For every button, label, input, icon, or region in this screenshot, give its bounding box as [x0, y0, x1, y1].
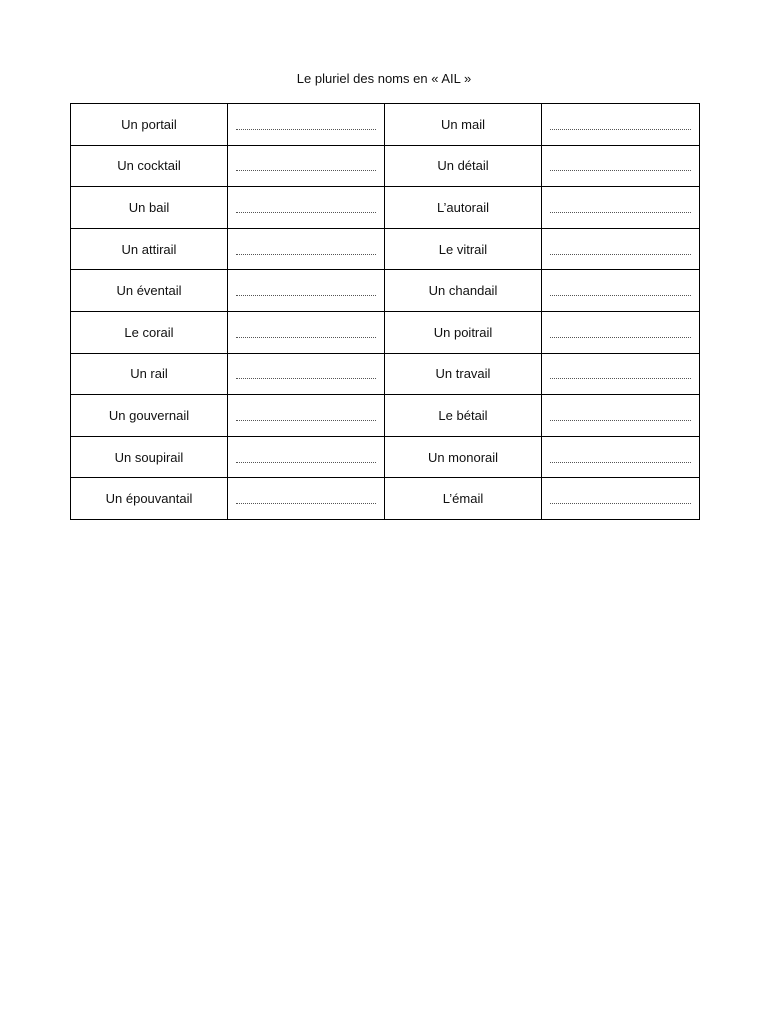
answer-cell[interactable]: [228, 270, 385, 312]
dotted-answer-line: [550, 295, 691, 296]
dotted-answer-line: [236, 420, 376, 421]
table-row: [71, 353, 700, 395]
answer-cell[interactable]: [542, 270, 700, 312]
dotted-answer-line: [236, 170, 376, 171]
answer-cell[interactable]: [228, 228, 385, 270]
answer-cell[interactable]: [542, 436, 700, 478]
singular-noun-cell: Le vitrail: [385, 228, 542, 270]
answer-cell[interactable]: [542, 478, 700, 520]
singular-noun-cell: Un bail: [71, 187, 228, 229]
dotted-answer-line: [550, 420, 691, 421]
answer-cell[interactable]: [542, 145, 700, 187]
singular-noun-cell: Un portail: [71, 104, 228, 146]
singular-noun-cell: Un mail: [385, 104, 542, 146]
dotted-answer-line: [550, 170, 691, 171]
table-row: [71, 395, 700, 437]
answer-cell[interactable]: [228, 187, 385, 229]
table-row: [71, 187, 700, 229]
answer-cell[interactable]: [228, 478, 385, 520]
singular-noun-cell: Un travail: [385, 353, 542, 395]
singular-noun-cell: Un chandail: [385, 270, 542, 312]
table-row: [71, 311, 700, 353]
dotted-answer-line: [236, 378, 376, 379]
dotted-answer-line: [236, 254, 376, 255]
answer-cell[interactable]: [542, 353, 700, 395]
table-row: [71, 145, 700, 187]
page-title: Le pluriel des noms en « AIL »: [296, 71, 472, 86]
singular-noun-cell: Un éventail: [71, 270, 228, 312]
singular-noun-cell: Un monorail: [385, 436, 542, 478]
singular-noun-cell: Le bétail: [385, 395, 542, 437]
answer-cell[interactable]: [542, 228, 700, 270]
answer-cell[interactable]: [228, 395, 385, 437]
plural-exercise-table: [70, 103, 700, 520]
dotted-answer-line: [550, 462, 691, 463]
answer-cell[interactable]: [542, 187, 700, 229]
singular-noun-cell: Un épouvantail: [71, 478, 228, 520]
answer-cell[interactable]: [228, 436, 385, 478]
singular-noun-cell: Un rail: [71, 353, 228, 395]
singular-noun-cell: Un cocktail: [71, 145, 228, 187]
table-row: [71, 270, 700, 312]
dotted-answer-line: [550, 129, 691, 130]
dotted-answer-line: [236, 337, 376, 338]
dotted-answer-line: [550, 503, 691, 504]
answer-cell[interactable]: [228, 311, 385, 353]
answer-cell[interactable]: [542, 395, 700, 437]
answer-cell[interactable]: [228, 104, 385, 146]
singular-noun-cell: L’émail: [385, 478, 542, 520]
dotted-answer-line: [236, 212, 376, 213]
singular-noun-cell: Un soupirail: [71, 436, 228, 478]
dotted-answer-line: [550, 212, 691, 213]
dotted-answer-line: [550, 254, 691, 255]
table-row: [71, 104, 700, 146]
dotted-answer-line: [236, 129, 376, 130]
dotted-answer-line: [550, 337, 691, 338]
answer-cell[interactable]: [542, 104, 700, 146]
dotted-answer-line: [236, 503, 376, 504]
dotted-answer-line: [236, 295, 376, 296]
table-row: [71, 436, 700, 478]
singular-noun-cell: Un attirail: [71, 228, 228, 270]
singular-noun-cell: Un détail: [385, 145, 542, 187]
dotted-answer-line: [236, 462, 376, 463]
dotted-answer-line: [550, 378, 691, 379]
answer-cell[interactable]: [542, 311, 700, 353]
answer-cell[interactable]: [228, 145, 385, 187]
singular-noun-cell: L’autorail: [385, 187, 542, 229]
singular-noun-cell: Un gouvernail: [71, 395, 228, 437]
singular-noun-cell: Un poitrail: [385, 311, 542, 353]
table-row: [71, 228, 700, 270]
singular-noun-cell: Le corail: [71, 311, 228, 353]
table-row: [71, 478, 700, 520]
answer-cell[interactable]: [228, 353, 385, 395]
